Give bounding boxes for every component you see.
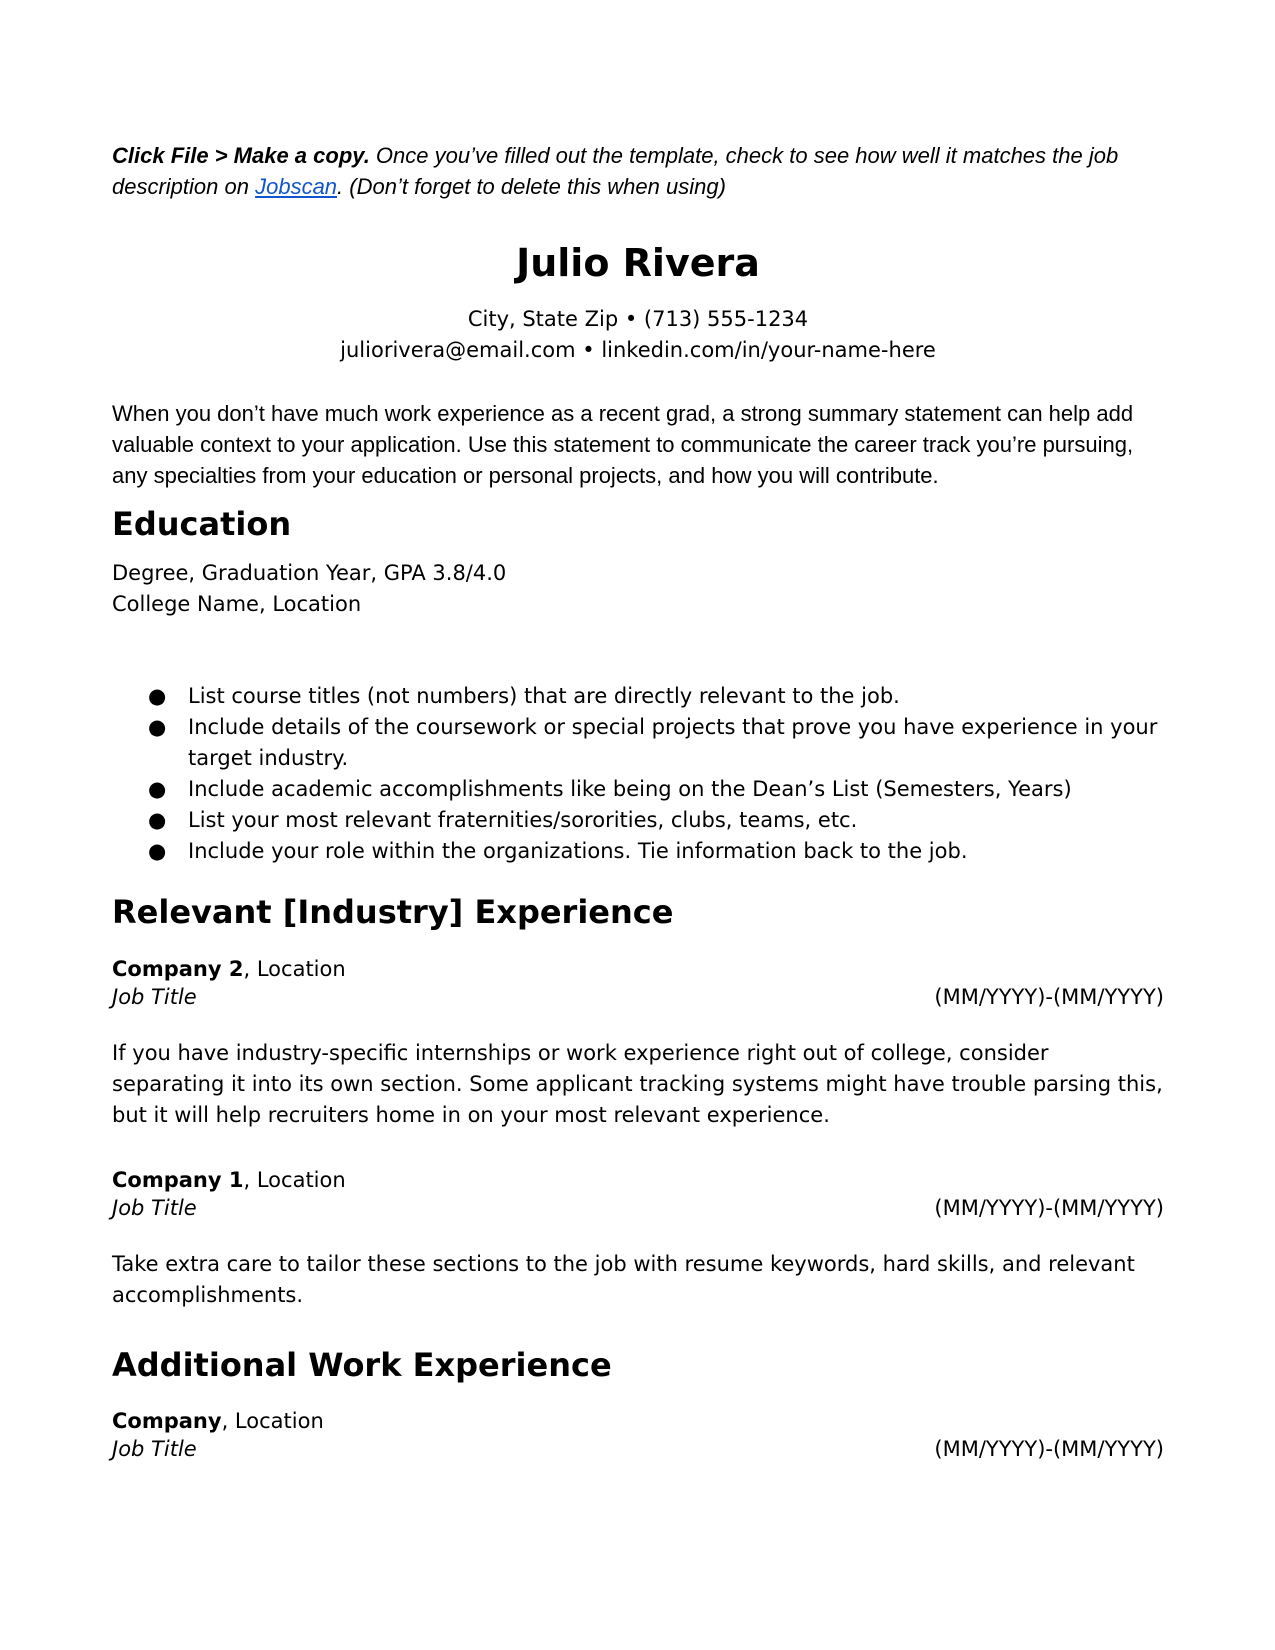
summary-statement: When you don’t have much work experience as a recent grad, a strong summary statement can help add valuable context to your application. Use this statement to communicate the career track you’re pursuing, any specialties from your education or personal projects, and how you will contribute. <box>112 401 1134 488</box>
job-company-line <box>112 1166 1164 1194</box>
notice-text-end: . (Don’t forget to delete this when using) <box>337 174 726 199</box>
job-title-line <box>112 1435 1164 1463</box>
bullet-icon: ● <box>148 684 167 708</box>
education-college: College Name, Location <box>112 592 362 616</box>
job-description: Take extra care to tailor these sections to the job with resume keywords, hard skills, and relevant accomplishments. <box>112 1252 1135 1307</box>
contact-line-location-phone: City, State Zip • (713) 555-1234 <box>467 307 809 331</box>
contact-line-email-linkedin: juliorivera@email.com • linkedin.com/in/your-name-here <box>340 338 936 362</box>
additional-experience-heading: Additional Work Experience <box>112 1346 612 1384</box>
company-location: , Location <box>243 1168 346 1192</box>
company-location: , Location <box>221 1409 324 1433</box>
list-item <box>112 774 1164 805</box>
bullet-text: List your most relevant fraternities/sororities, clubs, teams, etc. <box>188 808 858 832</box>
bullet-text: Include your role within the organizations. Tie information back to the job. <box>188 839 968 863</box>
notice-text: Once you’ve filled out the template, check to see how well it matches the job description on <box>112 143 1119 199</box>
job-title-line <box>112 1194 1164 1222</box>
contact-info <box>112 304 1164 366</box>
notice-bold: Click File > Make a copy. <box>112 143 370 168</box>
company-location: , Location <box>243 957 346 981</box>
company-name: Company <box>112 1409 222 1433</box>
job-company-line <box>112 1407 1164 1435</box>
list-item <box>112 681 1164 712</box>
list-item <box>112 836 1164 867</box>
resume-page <box>112 0 1164 1650</box>
relevant-experience-heading: Relevant [Industry] Experience <box>112 893 674 931</box>
jobscan-link[interactable]: Jobscan <box>255 174 338 199</box>
template-notice <box>112 140 1164 202</box>
bullet-text: Include academic accomplishments like being on the Dean’s List (Semesters, Years) <box>188 777 1072 801</box>
bullet-text: List course titles (not numbers) that are directly relevant to the job. <box>188 684 900 708</box>
candidate-name: Julio Rivera <box>516 241 760 285</box>
job-title: Job Title <box>112 1437 197 1461</box>
bullet-icon: ● <box>148 715 167 739</box>
job-dates: (MM/YYYY)-(MM/YYYY) <box>934 1196 1164 1220</box>
job-description: If you have industry-specific internships or work experience right out of college, consider separating it into its own section. Some applicant tracking systems might have trouble parsing this, but it will help recruiters home in on your most relevant experience. <box>112 1041 1163 1127</box>
education-heading: Education <box>112 505 292 543</box>
bullet-icon: ● <box>148 808 167 832</box>
job-dates: (MM/YYYY)-(MM/YYYY) <box>934 985 1164 1009</box>
job-title: Job Title <box>112 1196 197 1220</box>
education-degree: Degree, Graduation Year, GPA 3.8/4.0 <box>112 561 507 585</box>
job-company-line <box>112 955 1164 983</box>
education-bullet-list <box>112 681 1164 867</box>
job-title: Job Title <box>112 985 197 1009</box>
bullet-text: Include details of the coursework or special projects that prove you have experience in your target industry. <box>188 715 1158 770</box>
company-name: Company 1 <box>112 1168 244 1192</box>
job-dates: (MM/YYYY)-(MM/YYYY) <box>934 1437 1164 1461</box>
bullet-icon: ● <box>148 839 167 863</box>
company-name: Company 2 <box>112 957 244 981</box>
job-title-line <box>112 983 1164 1011</box>
list-item <box>112 712 1164 774</box>
list-item <box>112 805 1164 836</box>
bullet-icon: ● <box>148 777 167 801</box>
